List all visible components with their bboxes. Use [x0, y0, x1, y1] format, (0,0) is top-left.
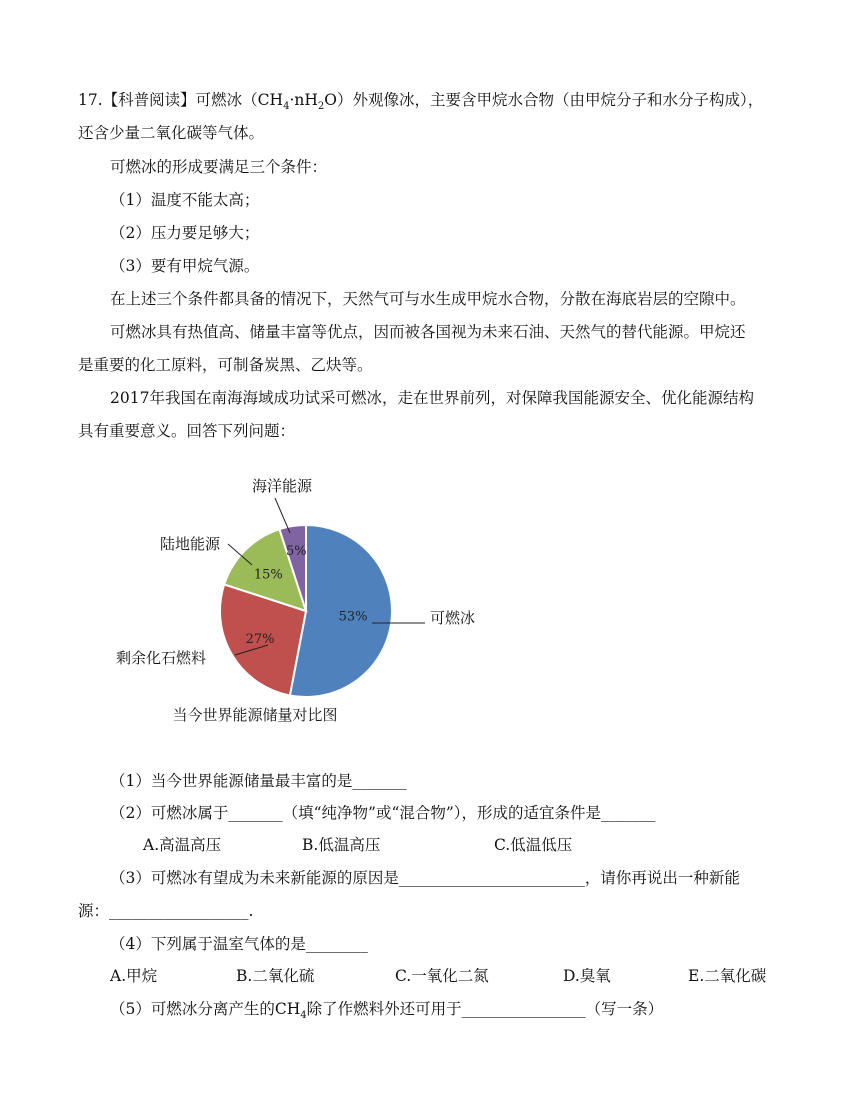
pie-category-label: 海洋能源	[252, 477, 313, 495]
sub-question-3-line-1: （3）可燃冰有望成为未来新能源的原因是________________________，请你再说出一种新能	[110, 869, 740, 887]
q4-option-b: B.二氧化硫	[236, 967, 315, 985]
sub-question-1: （1）当今世界能源储量最丰富的是_______	[110, 772, 407, 790]
paragraph-2-line-1: 可燃冰具有热值高、储量丰富等优点，因而被各国视为未来石油、天然气的替代能源。甲烷还	[110, 323, 746, 341]
q4-option-e: E.二氧化碳	[688, 967, 767, 985]
paragraph-1: 在上述三个条件都具备的情况下，天然气可与水生成甲烷水合物，分散在海底岩层的空隙中。	[110, 290, 746, 308]
q2-option-a: A.高温高压	[143, 836, 222, 854]
energy-pie-chart	[100, 468, 500, 730]
q2-option-b: B.低温高压	[302, 836, 381, 854]
paragraph-3-line-2: 具有重要意义。回答下列问题：	[78, 422, 296, 440]
sub-question-3-line-2: 源：__________________.	[78, 902, 254, 920]
chart-title: 当今世界能源储量对比图	[172, 706, 338, 724]
paragraph-2-line-2: 是重要的化工原料，可制备炭黑、乙炔等。	[78, 356, 373, 374]
q4-option-d: D.臭氧	[563, 967, 611, 985]
condition-2: （2）压力要足够大；	[110, 224, 260, 242]
q4-option-c: C.一氧化二氮	[395, 967, 489, 985]
pie-value-label: 15%	[253, 567, 283, 583]
pie-chart-svg	[100, 468, 500, 730]
sub-question-5: （5）可燃冰分离产生的$CH_4$除了作燃料外还可用于________________（写一条）	[110, 1000, 664, 1022]
sub-question-4: （4）下列属于温室气体的是________	[110, 935, 368, 953]
q4-option-a: A.甲烷	[110, 967, 158, 985]
pie-value-label: 5%	[285, 543, 307, 559]
pie-category-label: 陆地能源	[160, 535, 221, 553]
condition-1: （1）温度不能太高；	[110, 191, 260, 209]
condition-3: （3）要有甲烷气源。	[110, 257, 260, 275]
pie-value-label: 27%	[245, 632, 275, 648]
pie-value-label: 53%	[338, 609, 368, 625]
conditions-title: 可燃冰的形成要满足三个条件：	[110, 158, 328, 176]
question-intro-line-1: 17.【科普阅读】可燃冰$(CH_4\cdot nH_2O)$外观像冰，主要含甲烷水合物（由甲烷分子和水分子构成），	[78, 91, 764, 113]
pie-category-label: 可燃冰	[430, 609, 476, 627]
q2-option-c: C.低温低压	[494, 836, 573, 854]
sub-question-2: （2）可燃冰属于_______（填“纯净物”或“混合物”），形成的适宜条件是_______	[110, 804, 656, 822]
question-intro-line-2: 还含少量二氧化碳等气体。	[78, 124, 265, 142]
paragraph-3-line-1: 2017年我国在南海海域成功试采可燃冰，走在世界前列，对保障我国能源安全、优化能源结构	[110, 389, 754, 407]
pie-category-label: 剩余化石燃料	[116, 649, 207, 667]
question-number: 17.	[78, 91, 103, 109]
question-tag: 【科普阅读】	[102, 91, 196, 109]
